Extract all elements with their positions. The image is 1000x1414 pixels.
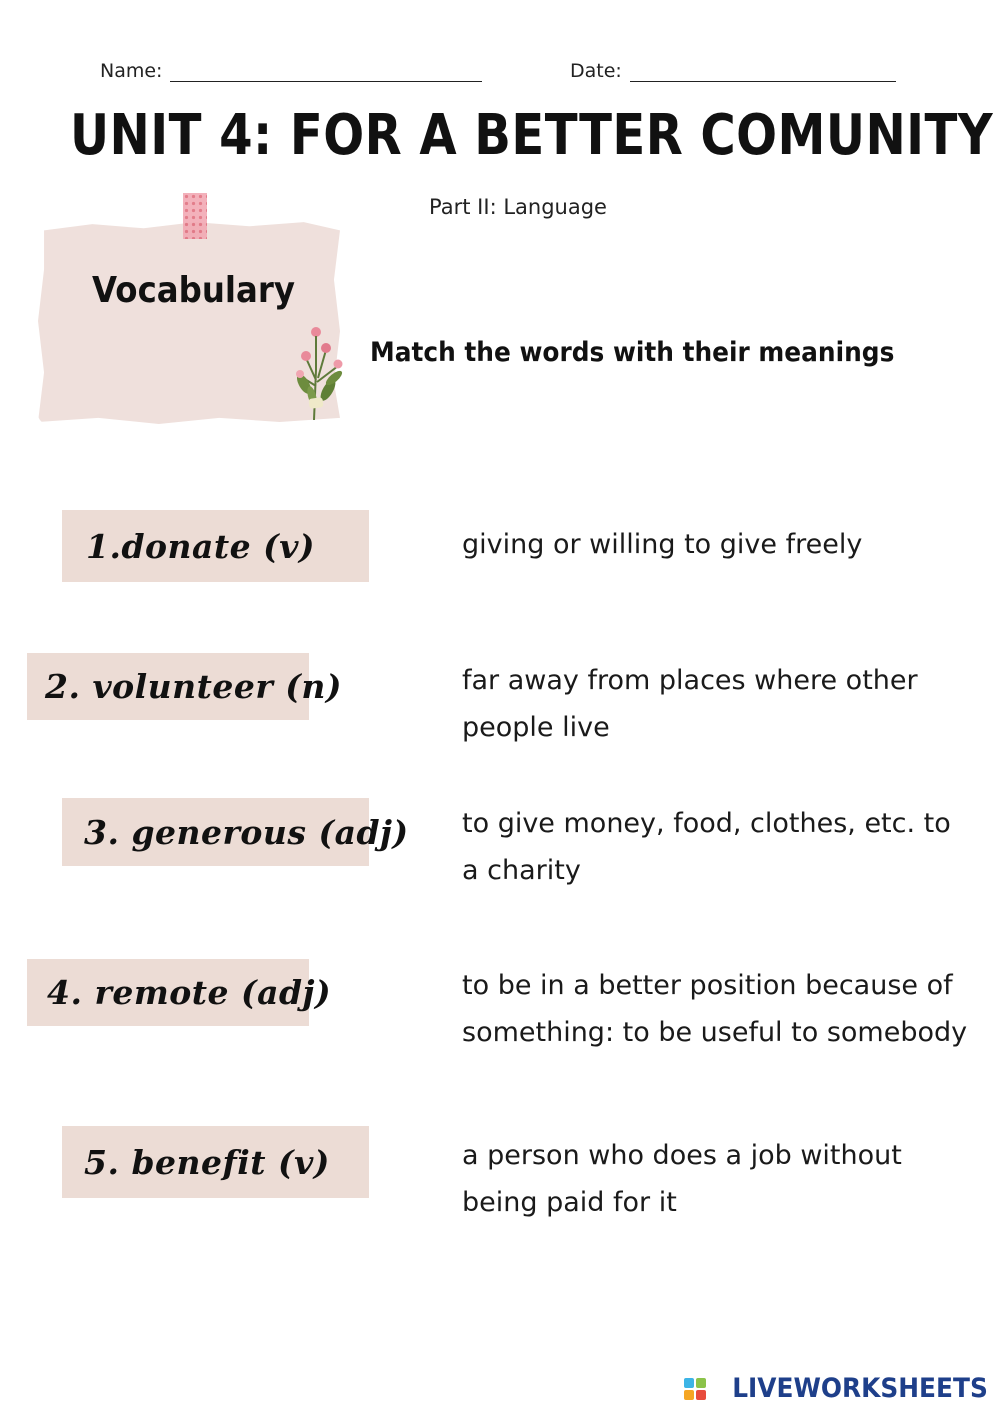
- liveworksheets-logo-icon: [684, 1378, 706, 1400]
- word-card[interactable]: [62, 510, 369, 582]
- word-card[interactable]: [27, 653, 342, 720]
- name-label: Name:: [100, 60, 163, 82]
- flower-bouquet-icon: [292, 320, 352, 424]
- meaning-item[interactable]: a person who does a job without being paid for it: [462, 1140, 902, 1218]
- section-label: Vocabulary: [92, 270, 295, 311]
- date-input-line[interactable]: [630, 61, 896, 82]
- word-card[interactable]: [27, 959, 332, 1026]
- meaning-item[interactable]: to give money, food, clothes, etc. to a charity: [462, 808, 951, 886]
- date-field[interactable]: [570, 60, 896, 82]
- date-label: Date:: [570, 60, 622, 82]
- liveworksheets-brand: [684, 1373, 988, 1404]
- worksheet-title: UNIT 4: FOR A BETTER COMUNITY: [70, 103, 994, 168]
- word-card[interactable]: [62, 1126, 369, 1198]
- word-label: 1.donate (v): [86, 526, 316, 566]
- word-label: 4. remote (adj): [47, 973, 332, 1012]
- instruction-text: Match the words with their meanings: [370, 337, 895, 368]
- name-input-line[interactable]: [170, 61, 482, 82]
- meaning-item[interactable]: far away from places where other people live: [462, 665, 918, 743]
- word-label: 2. volunteer (n): [45, 667, 342, 706]
- brand-name: LIVEWORKSHEETS: [732, 1373, 988, 1404]
- name-field[interactable]: [100, 60, 482, 82]
- word-label: 3. generous (adj): [84, 812, 409, 852]
- meaning-item[interactable]: to be in a better position because of something: to be useful to somebody: [462, 970, 968, 1048]
- word-card[interactable]: [62, 798, 409, 866]
- word-label: 5. benefit (v): [84, 1142, 330, 1182]
- washi-tape-decoration: [183, 193, 207, 239]
- meaning-item[interactable]: giving or willing to give freely: [462, 529, 863, 560]
- worksheet-subtitle: Part II: Language: [429, 195, 607, 219]
